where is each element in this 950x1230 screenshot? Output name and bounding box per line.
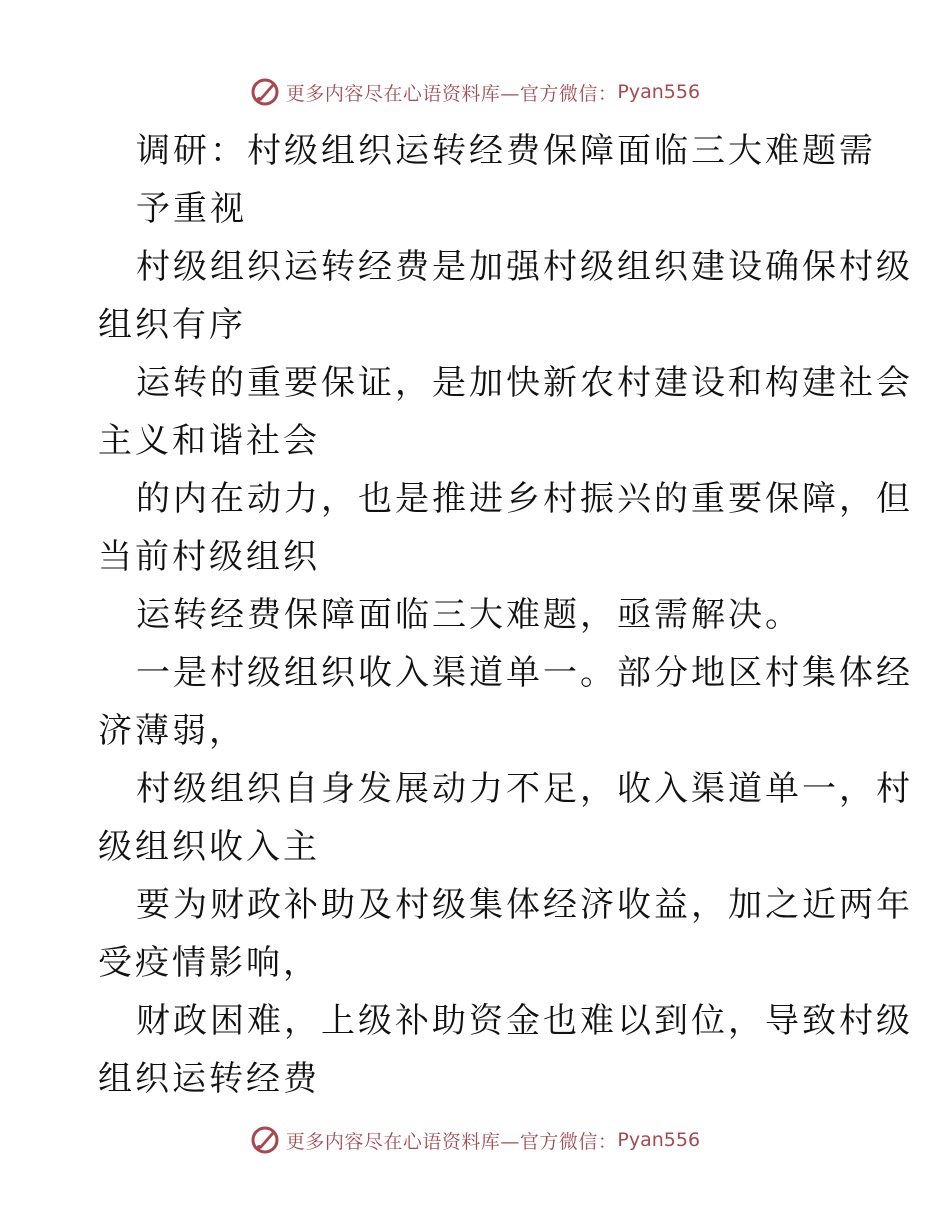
body-paragraph [98,992,913,1108]
paragraph-line: 组织有序 [98,305,246,345]
paragraph-line: 予重视 [136,189,247,229]
watermark-header [0,72,950,112]
body-paragraph [98,760,913,876]
body-paragraph [98,644,913,760]
paragraph-line: 济薄弱， [98,711,246,751]
body-paragraph [98,876,913,992]
paragraph-line: 主义和谐社会 [98,421,320,461]
watermark-text: 更多内容尽在心语资料库—官方微信： [285,1130,618,1153]
paragraph-line: 级组织收入主 [98,827,320,867]
paragraph-line: 组织运转经费 [98,1059,320,1099]
watermark-text: 更多内容尽在心语资料库—官方微信： [285,82,618,105]
paragraph-line: 调研：村级组织运转经费保障面临三大难题需 [136,131,876,171]
paragraph-line: 受疫情影响， [98,943,320,983]
watermark-id: Pyan556 [617,1129,701,1151]
paragraph-line: 的内在动力，也是推进乡村振兴的重要保障，但 [136,479,913,519]
body-paragraph [98,470,913,586]
paragraph-line: 要为财政补助及村级集体经济收益，加之近两年 [136,885,913,925]
title-paragraph [98,122,878,238]
paragraph-line: 当前村级组织 [98,537,320,577]
paragraph-line: 一是村级组织收入渠道单一。部分地区村集体经 [136,653,913,693]
paragraph-line: 财政困难，上级补助资金也难以到位，导致村级 [136,1001,913,1041]
paragraph-line: 运转经费保障面临三大难题，亟需解决。 [136,595,802,635]
body-paragraph [98,238,913,354]
document-body [98,122,913,1108]
paragraph-line: 村级组织自身发展动力不足，收入渠道单一，村 [136,769,913,809]
paragraph-line: 村级组织运转经费是加强村级组织建设确保村级 [136,247,913,287]
paragraph-line: 运转的重要保证，是加快新农村建设和构建社会 [136,363,913,403]
watermark-footer [0,1120,950,1160]
quill-logo-icon [250,77,280,107]
body-paragraph [98,354,913,470]
quill-logo-icon [250,1125,280,1155]
body-paragraph [98,586,878,644]
watermark-id: Pyan556 [617,81,701,103]
